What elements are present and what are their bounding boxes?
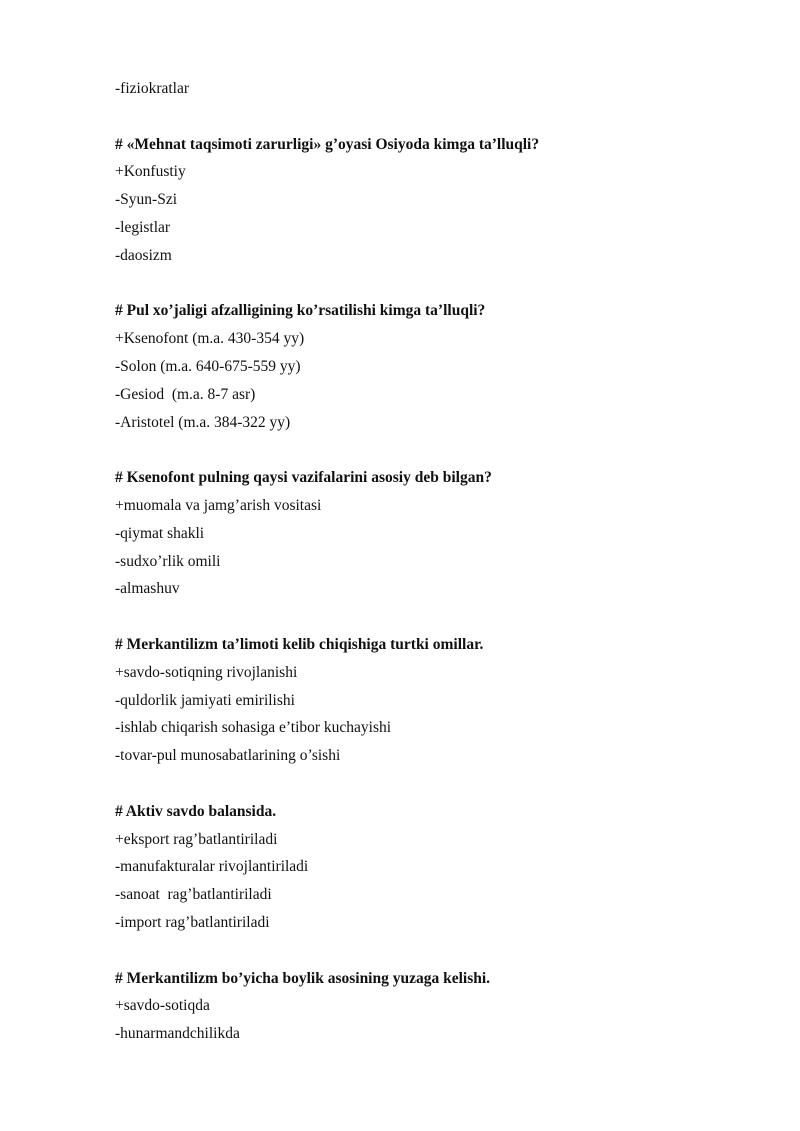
question-text: # Ksenofont pulning qaysi vazifalarini asosiy deb bilgan? xyxy=(115,469,492,487)
answer-option: -ishlab chiqarish sohasiga e’tibor kuchayishi xyxy=(115,719,392,737)
quiz-question-block xyxy=(115,464,755,603)
answer-option: +Konfustiy xyxy=(115,163,186,181)
quiz-question-block xyxy=(115,631,755,770)
question-text: # Pul xo’jaligi afzalligining ko’rsatilishi kimga ta’lluqli? xyxy=(115,302,486,320)
answer-option: -sanoat rag’batlantiriladi xyxy=(115,886,272,904)
answer-option: -manufakturalar rivojlantiriladi xyxy=(115,858,309,876)
quiz-question-block xyxy=(115,965,755,1048)
quiz-question-block xyxy=(115,297,755,436)
answer-option: +eksport rag’batlantiriladi xyxy=(115,830,278,848)
answer-option: -Aristotel (m.a. 384-322 yy) xyxy=(115,413,291,431)
answer-option: -fiziokratlar xyxy=(115,80,190,97)
answer-option: -quldorlik jamiyati emirilishi xyxy=(115,691,295,709)
question-text: # Merkantilizm ta’limoti kelib chiqishiga turtki omillar. xyxy=(115,635,484,653)
answer-option: +muomala va jamg’arish vositasi xyxy=(115,496,322,514)
quiz-question-block xyxy=(115,798,755,937)
quiz-question-block xyxy=(115,131,755,270)
answer-option: -Gesiod (m.a. 8-7 asr) xyxy=(115,385,256,403)
answer-option: -Syun-Szi xyxy=(115,191,177,209)
answer-option: +savdo-sotiqda xyxy=(115,997,210,1015)
answer-option: -daosizm xyxy=(115,246,172,264)
question-text: # Aktiv savdo balansida. xyxy=(115,802,277,820)
answer-option: -import rag’batlantiriladi xyxy=(115,913,270,931)
question-text: # «Mehnat taqsimoti zarurligi» g’oyasi Osiyoda kimga ta’lluqli? xyxy=(115,135,540,153)
answer-option: -Solon (m.a. 640-675-559 yy) xyxy=(115,357,301,375)
answer-option: -qiymat shakli xyxy=(115,524,205,542)
answer-option: -hunarmandchilikda xyxy=(115,1025,240,1043)
answer-option: +Ksenofont (m.a. 430-354 yy) xyxy=(115,330,305,348)
question-text: # Merkantilizm bo’yicha boylik asosining yuzaga kelishi. xyxy=(115,969,491,987)
document-body xyxy=(115,75,755,1048)
answer-option: -tovar-pul munosabatlarining o’sishi xyxy=(115,747,341,765)
answer-option: -almashuv xyxy=(115,580,180,598)
answer-option: -sudxo’rlik omili xyxy=(115,552,221,570)
answer-option: +savdo-sotiqning rivojlanishi xyxy=(115,663,298,681)
answer-option: -legistlar xyxy=(115,218,171,236)
